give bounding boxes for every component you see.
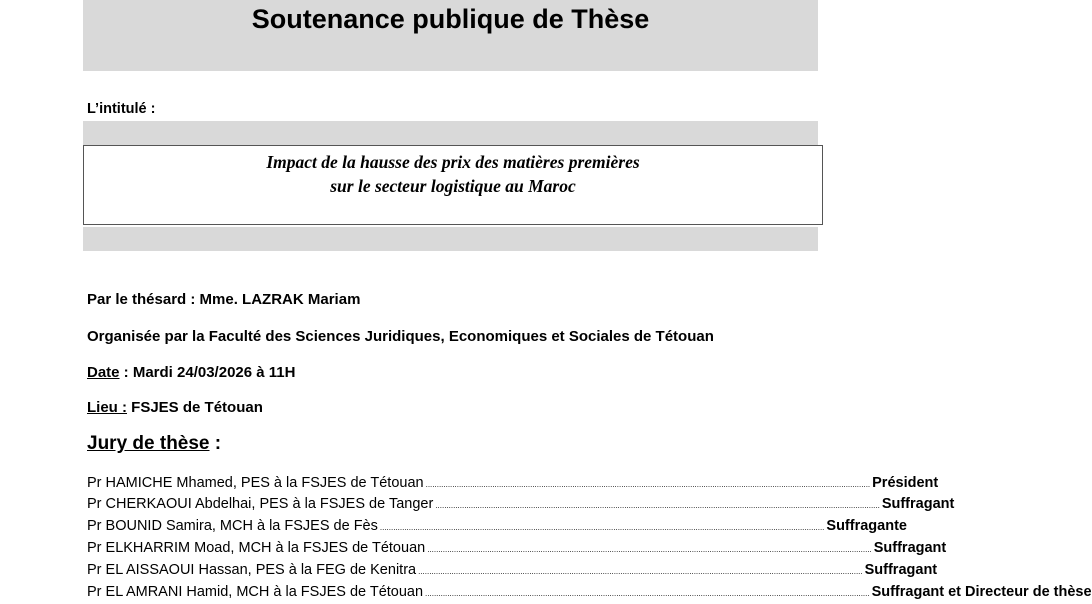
jury-member-name: Pr EL AMRANI Hamid, MCH à la FSJES de Tétouan [87,584,424,600]
jury-member-role: Suffragant et Directeur de thèse [871,584,1092,600]
jury-member-role: Suffragant [864,562,938,578]
jury-member-name: Pr CHERKAOUI Abdelhai, PES à la FSJES de Tanger [87,496,434,512]
jury-member-row [87,562,938,582]
thesis-title-line-2: sur le secteur logistique au Maroc [330,176,576,196]
date-line [87,364,295,381]
date-value: : Mardi 24/03/2026 à 11H [119,364,296,381]
date-label: Date [87,364,120,381]
intitule-label: L’intitulé : [87,101,156,117]
organizer-line: Organisée par la Faculté des Sciences Juridiques, Economiques et Sociales de Tétouan [87,328,714,345]
thesard-value: Mme. LAZRAK Mariam [199,291,361,308]
jury-member-name: Pr EL AISSAOUI Hassan, PES à la FEG de Kenitra [87,562,417,578]
jury-member-role: Président [872,475,939,491]
intitule-band-top [83,121,818,145]
page-title: Soutenance publique de Thèse [251,4,650,34]
leader-dots: ........................................................................................................................................................................................................ [435,501,880,510]
leader-dots: ........................................................................................................................................................................................................ [427,545,872,554]
jury-heading-label: Jury de thèse [87,433,210,454]
jury-member-name: Pr HAMICHE Mhamed, PES à la FSJES de Tétouan [87,475,424,491]
leader-dots: ........................................................................................................................................................................................................ [379,523,825,532]
venue-value: FSJES de Tétouan [127,399,263,416]
jury-member-role: Suffragant [873,540,947,556]
thesis-title-box [83,145,823,225]
leader-dots: ........................................................................................................................................................................................................ [418,567,863,576]
leader-dots: ........................................................................................................................................................................................................ [425,589,870,598]
jury-member-row [87,584,1092,604]
leader-dots: ........................................................................................................................................................................................................ [425,480,871,489]
jury-member-name: Pr ELKHARRIM Moad, MCH à la FSJES de Tétouan [87,540,426,556]
venue-label: Lieu : [87,399,127,416]
jury-member-row [87,475,939,495]
jury-member-role: Suffragant [881,496,955,512]
jury-heading-colon: : [209,433,222,454]
jury-member-row [87,540,947,560]
jury-heading [87,433,221,455]
title-banner [83,0,818,71]
thesis-title-line-1: Impact de la hausse des prix des matières premières [266,152,640,172]
intitule-band-bottom [83,227,818,251]
thesard-line [87,291,360,308]
jury-member-row [87,496,955,516]
venue-line [87,399,263,416]
thesard-label: Par le thésard : [87,291,200,308]
jury-member-name: Pr BOUNID Samira, MCH à la FSJES de Fès [87,518,378,534]
jury-member-row [87,518,907,538]
jury-member-role: Suffragante [826,518,907,534]
